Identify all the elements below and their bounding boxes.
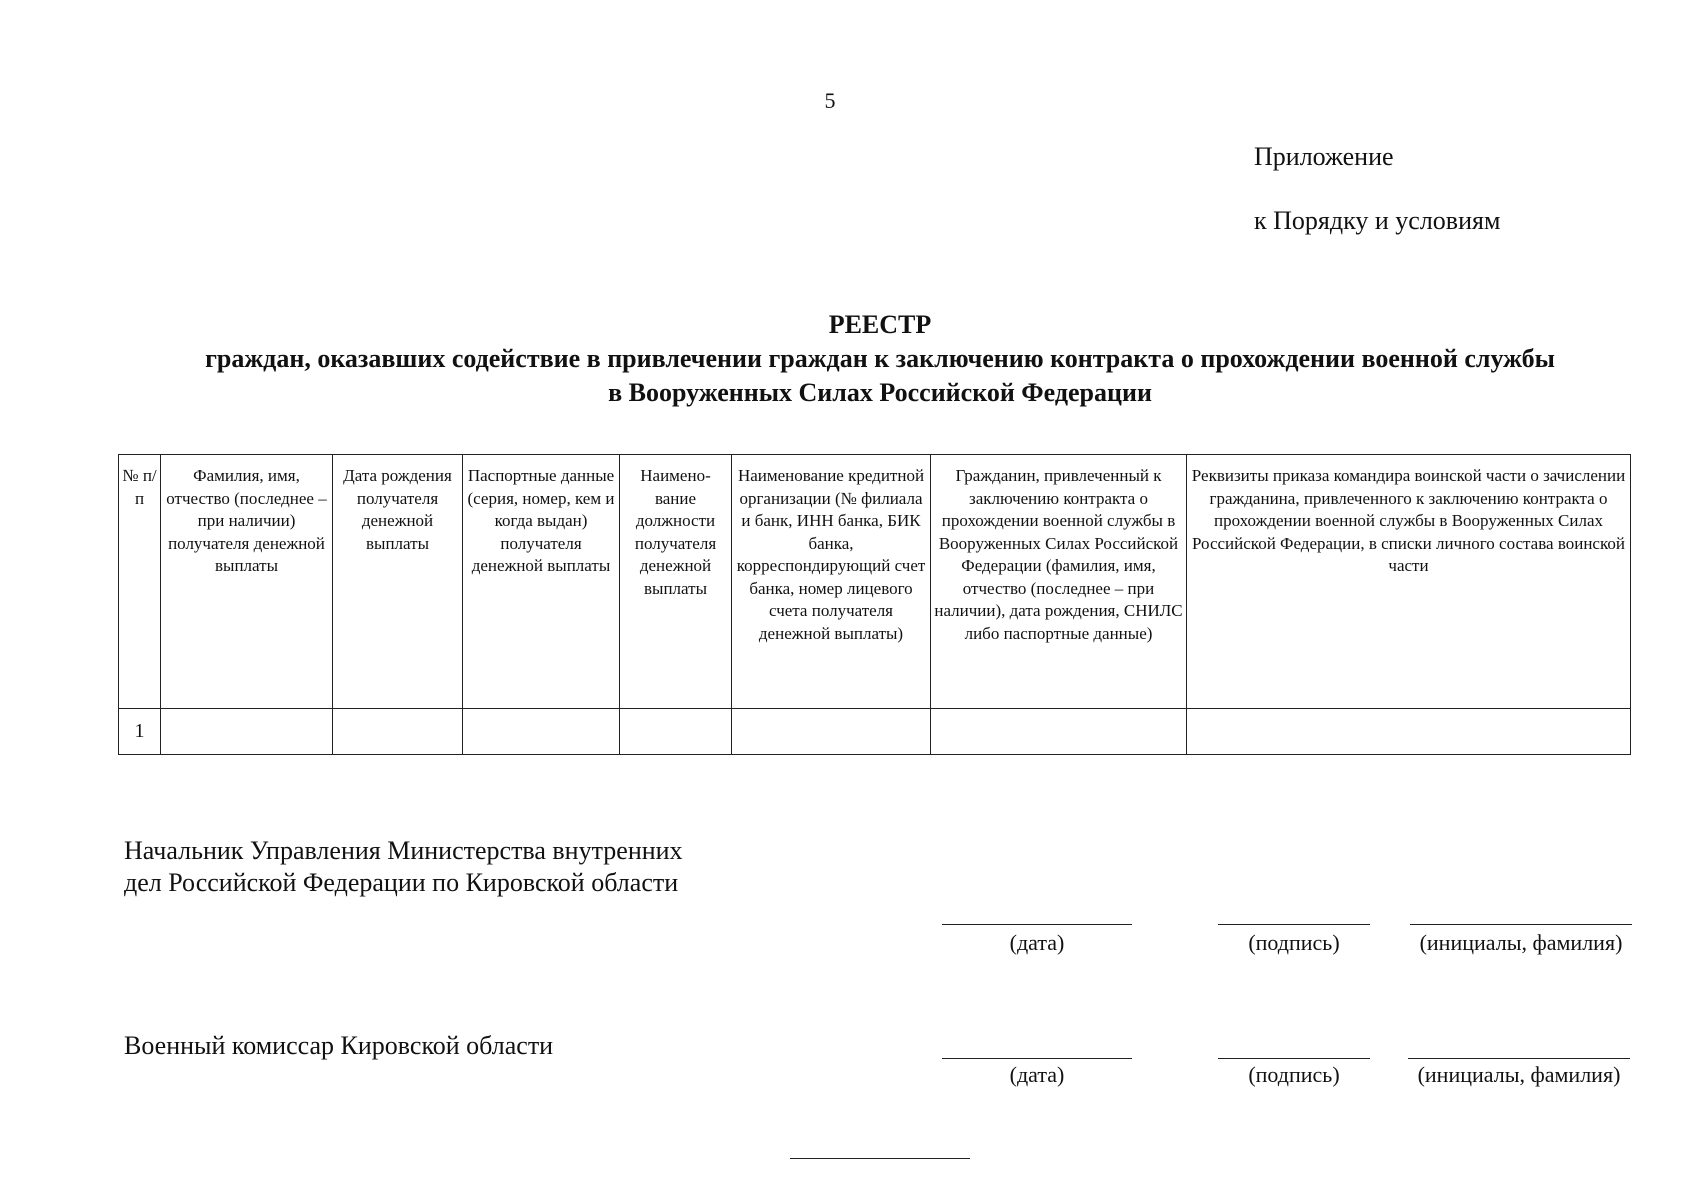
table-cell: [161, 709, 333, 755]
date-line-2: [942, 1058, 1132, 1059]
table-cell: [1187, 709, 1631, 755]
column-header-bank: Наименование кредитной организации (№ филиала и банк, ИНН банка, БИК банка, корреспондирующий счет банка, номер лицевого счета получателя денежной выплаты): [732, 455, 931, 709]
column-header-recruited-citizen: Гражданин, привлеченный к заключению контракта о прохождении военной службы в Вооруженных Силах Российской Федерации (фамилия, имя, отчество (последнее – при наличии), дата рождения, СНИЛС либо паспортные данные): [931, 455, 1187, 709]
table-row: [119, 709, 1631, 755]
name-line-2: [1408, 1058, 1630, 1059]
signature-caption-1: (подпись): [1248, 930, 1340, 955]
name-line-1: [1410, 924, 1632, 925]
table-cell: [620, 709, 732, 755]
column-header-order-details: Реквизиты приказа командира воинской части о зачислении гражданина, привлеченного к заключению контракта о прохождении военной службы в Вооруженных Силах Российской Федерации, в списки личного состава воинской части: [1187, 455, 1631, 709]
registry-heading-line3: в Вооруженных Силах Российской Федерации: [608, 378, 1152, 407]
signature-line-1: [1218, 924, 1370, 925]
signature-caption-2: (подпись): [1248, 1062, 1340, 1087]
signatory-position-1: Начальник Управления Министерства внутренних дел Российской Федерации по Кировской области: [124, 836, 683, 897]
table-cell: [333, 709, 463, 755]
registry-heading-title: РЕЕСТР: [828, 310, 932, 339]
date-line-1: [942, 924, 1132, 925]
registry-table: [118, 454, 1631, 755]
page-number: 5: [824, 88, 836, 113]
table-header-row: [119, 455, 1631, 709]
column-header-passport: Паспортные данные (серия, номер, кем и когда выдан) получателя денежной выплаты: [463, 455, 620, 709]
registry-heading-line2: граждан, оказавших содействие в привлечении граждан к заключению контракта о прохождении военной службы: [205, 344, 1555, 373]
column-header-position: Наимено-вание должности получателя денежной выплаты: [620, 455, 732, 709]
table-cell: [732, 709, 931, 755]
signature-line-2: [1218, 1058, 1370, 1059]
footer-separator-line: [790, 1158, 970, 1159]
column-header-birth-date: Дата рождения получателя денежной выплаты: [333, 455, 463, 709]
table-cell-number: 1: [119, 709, 161, 755]
table-cell: [931, 709, 1187, 755]
column-header-number: № п/п: [119, 455, 161, 709]
table-cell: [463, 709, 620, 755]
appendix-subtitle: к Порядку и условиям: [1254, 206, 1501, 235]
appendix-title: Приложение: [1254, 142, 1394, 171]
column-header-recipient-name: Фамилия, имя, отчество (последнее – при наличии) получателя денежной выплаты: [161, 455, 333, 709]
signatory-position-2: Военный комиссар Кировской области: [124, 1031, 554, 1060]
date-caption-2: (дата): [1009, 1062, 1065, 1087]
date-caption-1: (дата): [1009, 930, 1065, 955]
name-caption-1: (инициалы, фамилия): [1419, 930, 1623, 955]
name-caption-2: (инициалы, фамилия): [1417, 1062, 1621, 1087]
registry-heading: [120, 308, 1640, 410]
